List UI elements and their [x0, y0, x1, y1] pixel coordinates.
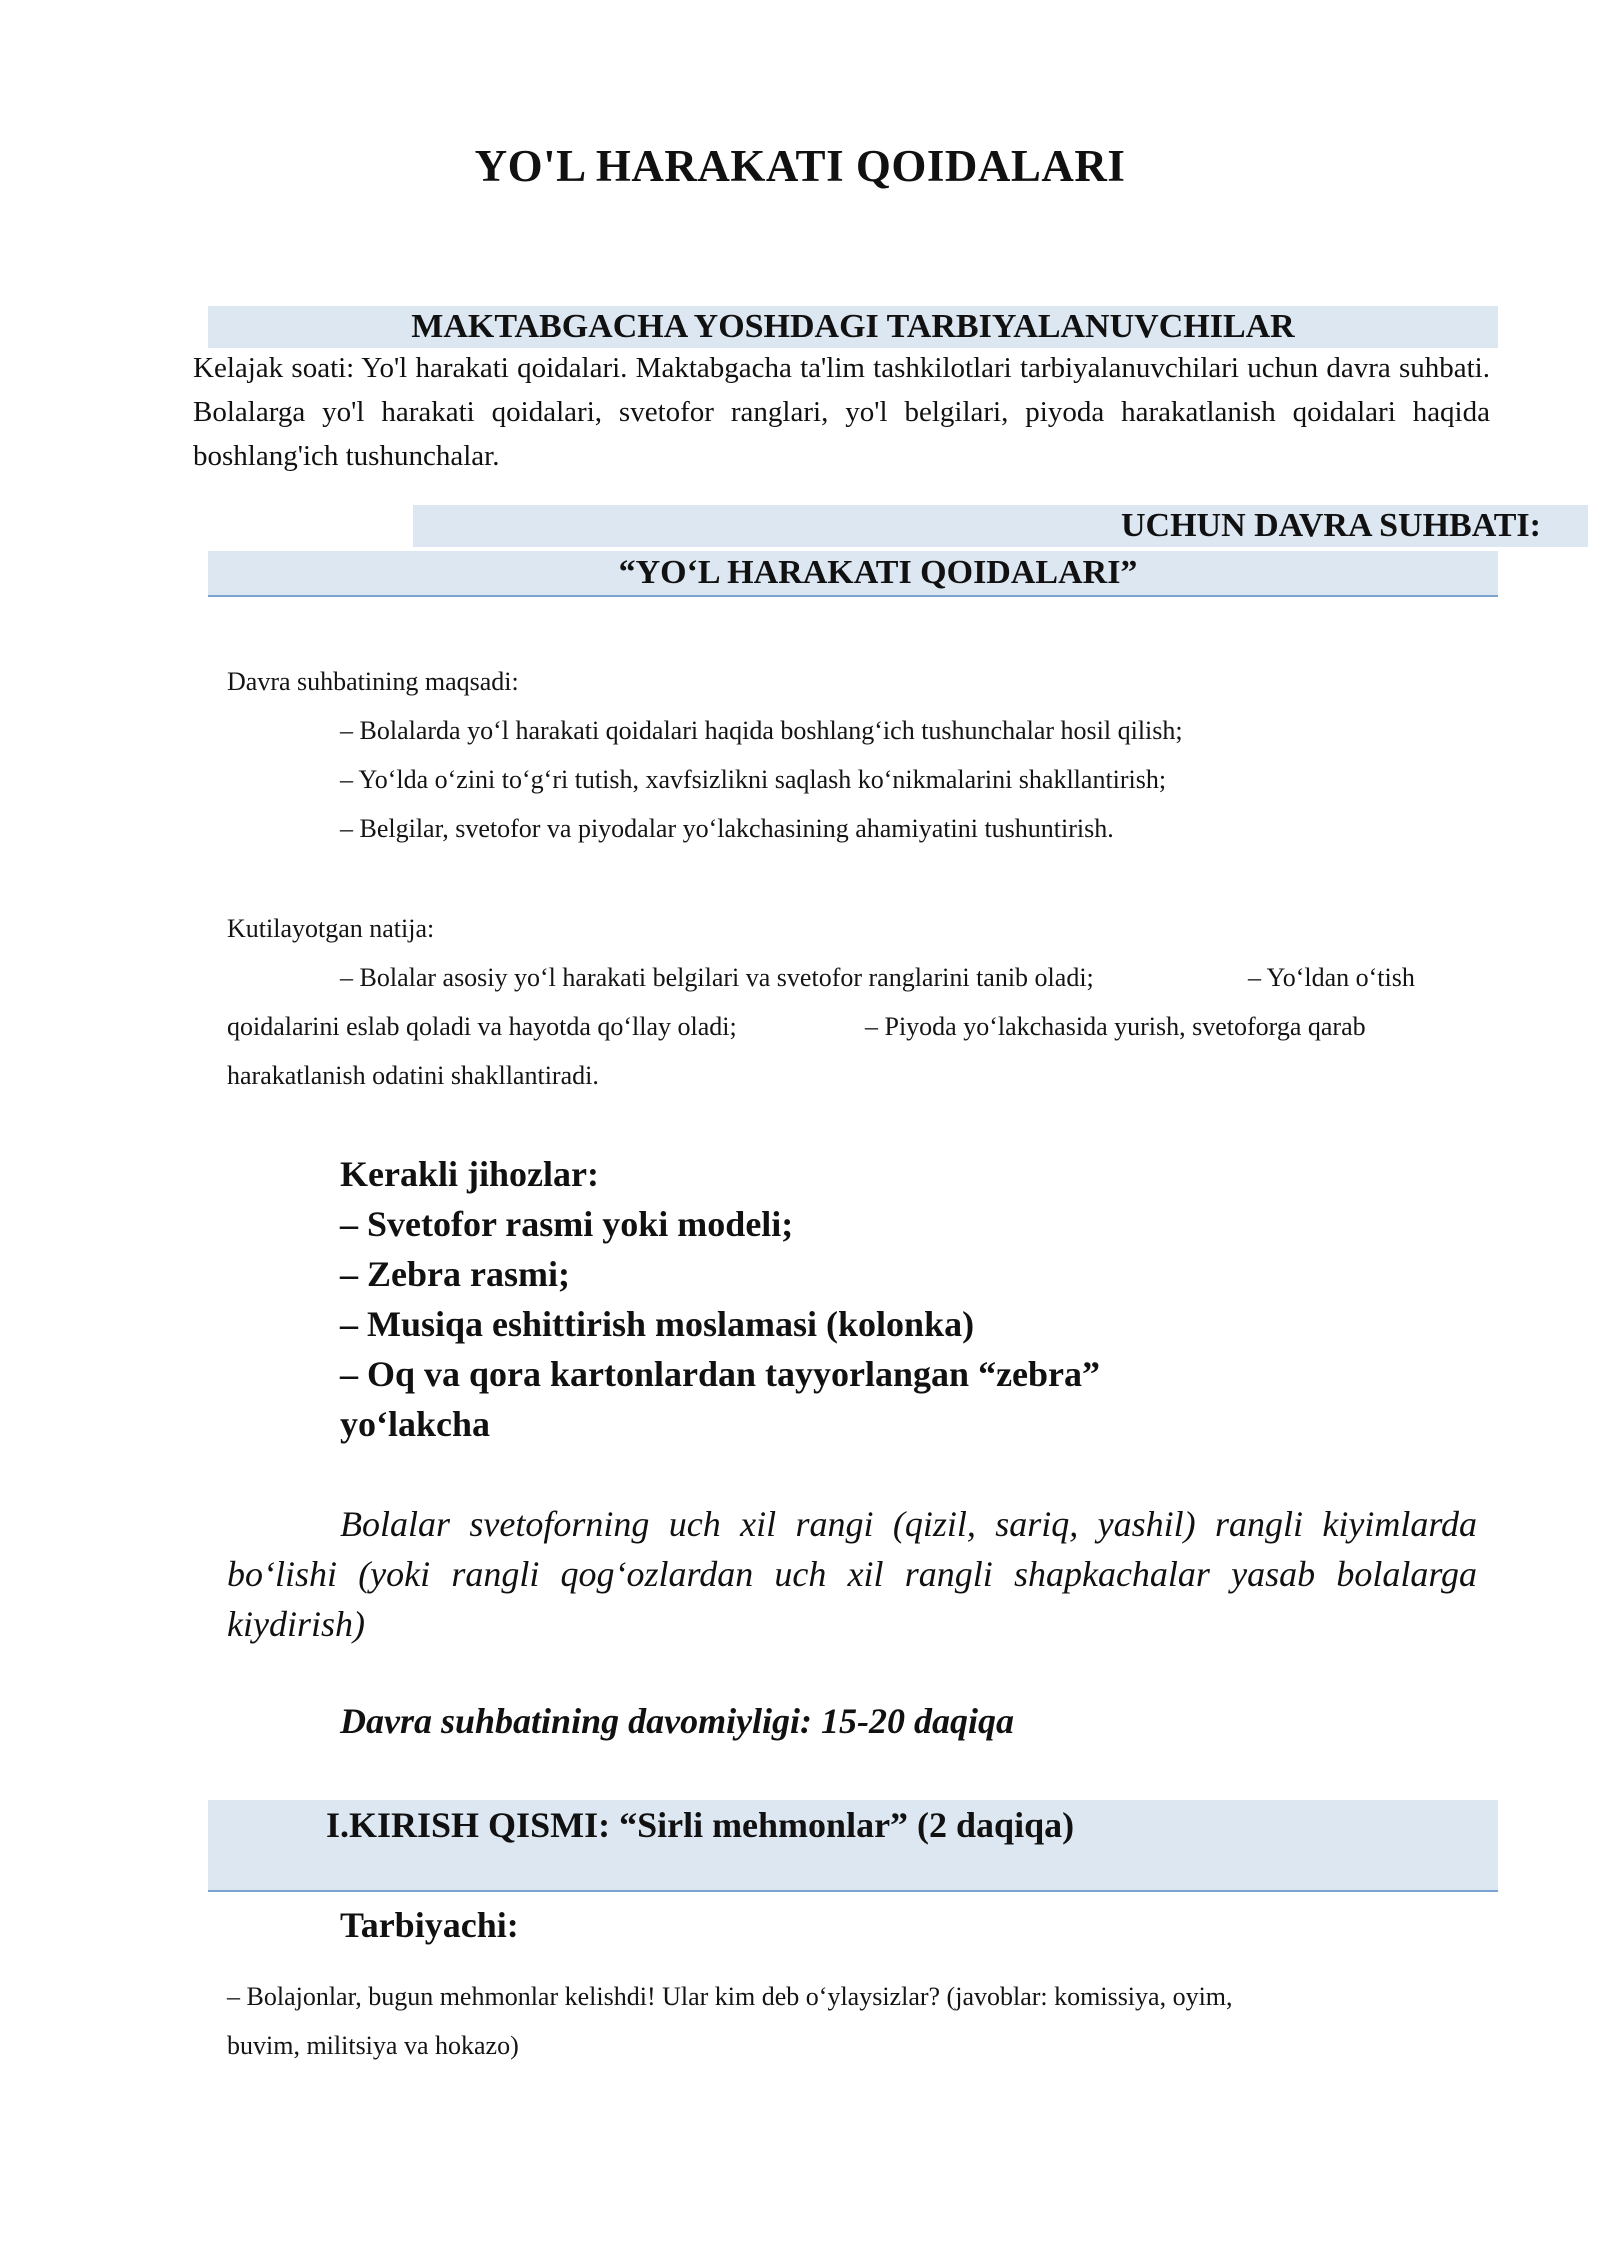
- equipment-item: – Svetofor rasmi yoki modeli;: [340, 1204, 794, 1244]
- band-heading-1: MAKTABGACHA YOSHDAGI TARBIYALANUVCHILAR: [411, 308, 1295, 345]
- intro-paragraph: Kelajak soati: Yo'l harakati qoidalari. Maktabgacha ta'lim tashkilotlari tarbiyalanuvchilari uchun davra suhbati. Bolalarga yo'l harakati qoidalari, svetofor ranglari, yo'l belgilari, piyoda harakatlanish qoidalari haqida boshlang'ich tushunchalar.: [193, 352, 1490, 472]
- goal-item: – Yo‘lda o‘zini to‘g‘ri tutish, xavfsizlikni saqlash ko‘nikmalarini shakllantirish;: [340, 765, 1167, 794]
- result-item: – Bolalar asosiy yo‘l harakati belgilari va svetofor ranglarini tanib oladi;: [340, 963, 1094, 992]
- equipment-item: – Musiqa eshittirish moslamasi (kolonka): [340, 1304, 975, 1344]
- document-title: YO'L HARAKATI QOIDALARI: [474, 141, 1126, 191]
- teacher-text: buvim, militsiya va hokazo): [227, 2031, 519, 2060]
- goal-item: – Belgilar, svetofor va piyodalar yo‘lakchasining ahamiyatini tushuntirish.: [340, 814, 1114, 843]
- equipment-item: – Oq va qora kartonlardan tayyorlangan “zebra”: [340, 1354, 1101, 1394]
- goal-item: – Bolalarda yo‘l harakati qoidalari haqida boshlang‘ich tushunchalar hosil qilish;: [340, 716, 1183, 745]
- equipment-item: – Zebra rasmi;: [340, 1254, 570, 1294]
- duration-line: Davra suhbatining davomiyligi: 15-20 daqiqa: [340, 1701, 1015, 1741]
- equipment-item: yo‘lakcha: [340, 1404, 491, 1444]
- goal-label: Davra suhbatining maqsadi:: [227, 667, 519, 696]
- section-heading: I.KIRISH QISMI: “Sirli mehmonlar” (2 daqiqa): [326, 1805, 1075, 1845]
- teacher-label: Tarbiyachi:: [340, 1905, 519, 1945]
- result-item: – Yo‘ldan o‘tish: [1248, 963, 1415, 992]
- result-label: Kutilayotgan natija:: [227, 914, 435, 943]
- teacher-text: – Bolajonlar, bugun mehmonlar kelishdi! Ular kim deb o‘ylaysizlar? (javoblar: komissiya, oyim,: [227, 1982, 1233, 2011]
- result-item: – Piyoda yo‘lakchasida yurish, svetoforga qarab: [865, 1012, 1366, 1041]
- result-item: harakatlanish odatini shakllantiradi.: [227, 1061, 599, 1090]
- band-heading-3: “YO‘L HARAKATI QOIDALARI”: [618, 554, 1138, 591]
- band-heading-2: UCHUN DAVRA SUHBATI:: [1120, 507, 1541, 544]
- equipment-label: Kerakli jihozlar:: [340, 1154, 599, 1194]
- italic-paragraph: Bolalar svetoforning uch xil rangi (qizil, sariq, yashil) rangli kiyimlarda bo‘lishi (yoki rangli qog‘ozlardan uch xil rangli shapkachalar yasab bolalarga kiydirish): [227, 1504, 1477, 1644]
- result-item: qoidalarini eslab qoladi va hayotda qo‘llay oladi;: [227, 1012, 737, 1041]
